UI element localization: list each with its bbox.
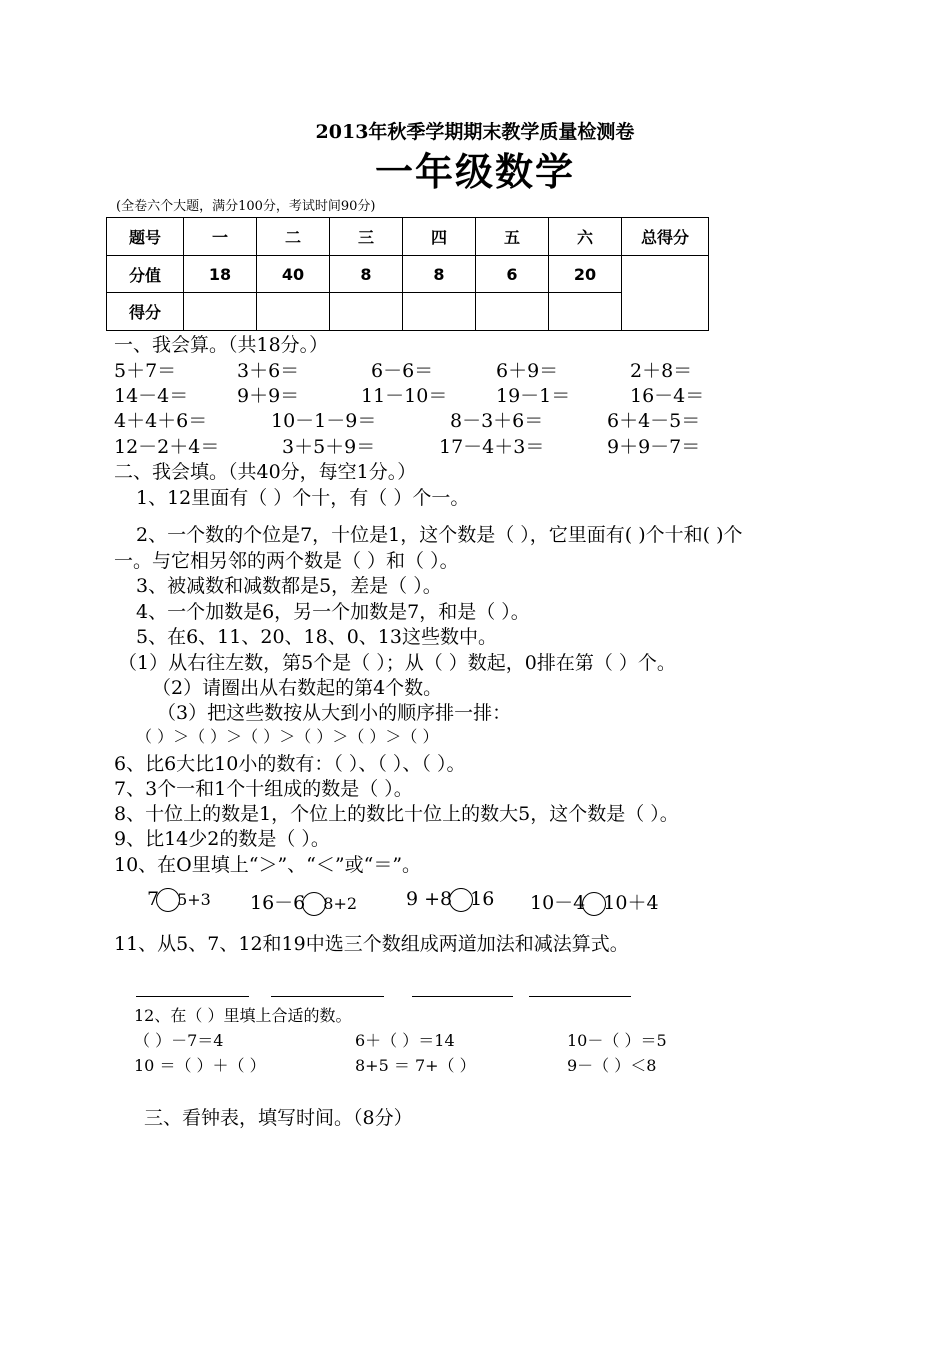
question-2-cont: 一。与它相另邻的两个数是（ ）和（ ）。 — [114, 550, 459, 572]
question-5-3: （3）把这些数按从大到小的顺序排一排： — [157, 702, 512, 724]
problem: 9＋9－7＝ — [607, 436, 701, 458]
exam-title: 一年级数学 — [374, 149, 575, 194]
value-cell: 20 — [549, 256, 622, 293]
problem: 19－1＝ — [496, 385, 571, 407]
compare-item — [147, 888, 211, 912]
score-table-score-row — [107, 293, 709, 331]
header-cell: 题号 — [107, 218, 184, 256]
question-5-1: （1）从右往左数，第5个是（ ）；从（ ）数起，0排在第（ ）个。 — [118, 652, 676, 674]
total-score-cell[interactable] — [622, 256, 709, 331]
exam-note: (全卷六个大题，满分100分，考试时间90分) — [116, 199, 376, 214]
problem: 8－3＋6＝ — [450, 410, 544, 432]
fill-item: （ ）－7＝4 — [134, 1031, 224, 1050]
value-cell: 40 — [257, 256, 330, 293]
question-9: 9、比14少2的数是（ ）。 — [114, 828, 330, 850]
compare-item — [530, 888, 659, 916]
score-table — [106, 217, 709, 331]
question-7: 7、3个一和1个十组成的数是（ ）。 — [114, 778, 413, 800]
compare-right: 5+3 — [177, 890, 211, 909]
value-cell: 18 — [184, 256, 257, 293]
fill-item: 9－（ ）＜8 — [567, 1056, 657, 1075]
question-1: 1、12里面有（ ）个十，有（ ）个一。 — [136, 487, 470, 509]
problem: 2＋8＝ — [630, 360, 693, 382]
header-cell: 三 — [330, 218, 403, 256]
fill-item: 10－（ ）＝5 — [567, 1031, 667, 1050]
score-cell[interactable] — [549, 293, 622, 331]
question-4: 4、一个加数是6，另一个加数是7，和是（ ）。 — [136, 601, 530, 623]
fill-item: 10 ＝（ ）＋（ ） — [134, 1056, 266, 1075]
question-8: 8、十位上的数是1，个位上的数比十位上的数大5，这个数是（ ）。 — [114, 803, 679, 825]
problem: 12－2＋4＝ — [114, 436, 220, 458]
exam-subtitle: 2013年秋季学期期末教学质量检测卷 — [315, 121, 635, 143]
score-cell[interactable] — [476, 293, 549, 331]
compare-item — [250, 888, 357, 916]
problem: 14－4＝ — [114, 385, 189, 407]
answer-line[interactable] — [412, 996, 513, 997]
problem: 4＋4＋6＝ — [114, 410, 208, 432]
value-cell: 6 — [476, 256, 549, 293]
score-cell[interactable] — [330, 293, 403, 331]
answer-line[interactable] — [271, 996, 384, 997]
problem: 10－1－9＝ — [271, 410, 377, 432]
problem: 6－6＝ — [371, 360, 434, 382]
problem: 11－10＝ — [361, 385, 448, 407]
header-cell: 一 — [184, 218, 257, 256]
value-label-cell: 分值 — [107, 256, 184, 293]
compare-right: 8+2 — [323, 894, 358, 913]
problem: 6＋9＝ — [496, 360, 559, 382]
answer-line[interactable] — [529, 996, 631, 997]
compare-right: 10＋4 — [603, 892, 659, 914]
question-5: 5、在6、11、20、18、0、13这些数中。 — [136, 626, 497, 648]
question-5-2: （2）请圈出从右数起的第4个数。 — [152, 677, 443, 699]
score-cell[interactable] — [184, 293, 257, 331]
section1-title: 一、我会算。（共18分。） — [114, 334, 329, 356]
question-11: 11、从5、7、12和19中选三个数组成两道加法和减法算式。 — [114, 933, 629, 955]
compare-left: 7 — [147, 888, 160, 910]
header-cell: 四 — [403, 218, 476, 256]
section3-title: 三、看钟表，填写时间。（8分） — [144, 1107, 413, 1129]
score-cell[interactable] — [257, 293, 330, 331]
fill-item: 6＋（ ）＝14 — [355, 1031, 455, 1050]
compare-left: 9 +8 — [406, 888, 453, 910]
problem: 3＋6＝ — [237, 360, 300, 382]
problem: 9＋9＝ — [237, 385, 300, 407]
score-cell[interactable] — [403, 293, 476, 331]
answer-line[interactable] — [136, 996, 249, 997]
compare-left: 10－4 — [530, 892, 586, 914]
problem: 3＋5＋9＝ — [282, 436, 376, 458]
header-cell: 六 — [549, 218, 622, 256]
score-table-value-row — [107, 256, 709, 293]
compare-left: 16－6 — [250, 892, 306, 914]
compare-item — [406, 888, 494, 912]
header-cell: 五 — [476, 218, 549, 256]
header-cell: 总得分 — [622, 218, 709, 256]
question-5-blanks: （ ）＞（ ）＞（ ）＞（ ）＞（ ）＞（ ） — [136, 727, 439, 746]
score-label-cell: 得分 — [107, 293, 184, 331]
compare-right: 16 — [470, 888, 495, 910]
question-10: 10、在O里填上“＞”、“＜”或“＝”。 — [114, 854, 422, 876]
value-cell: 8 — [403, 256, 476, 293]
question-2: 2、一个数的个位是7，十位是1，这个数是（ ），它里面有( )个十和( )个 — [136, 524, 743, 546]
question-12: 12、在（ ）里填上合适的数。 — [134, 1006, 352, 1025]
question-3: 3、被减数和减数都是5，差是（ ）。 — [136, 575, 442, 597]
fill-item: 8+5 ＝ 7+（ ） — [355, 1056, 476, 1075]
problem: 16－4＝ — [630, 385, 705, 407]
question-6: 6、比6大比10小的数有：（ ）、（ ）、（ ）。 — [114, 753, 466, 775]
section2-title: 二、我会填。（共40分，每空1分。） — [114, 461, 417, 483]
problem: 5＋7＝ — [114, 360, 177, 382]
header-cell: 二 — [257, 218, 330, 256]
problem: 6＋4－5＝ — [607, 410, 701, 432]
value-cell: 8 — [330, 256, 403, 293]
score-table-header-row — [107, 218, 709, 256]
problem: 17－4＋3＝ — [439, 436, 545, 458]
